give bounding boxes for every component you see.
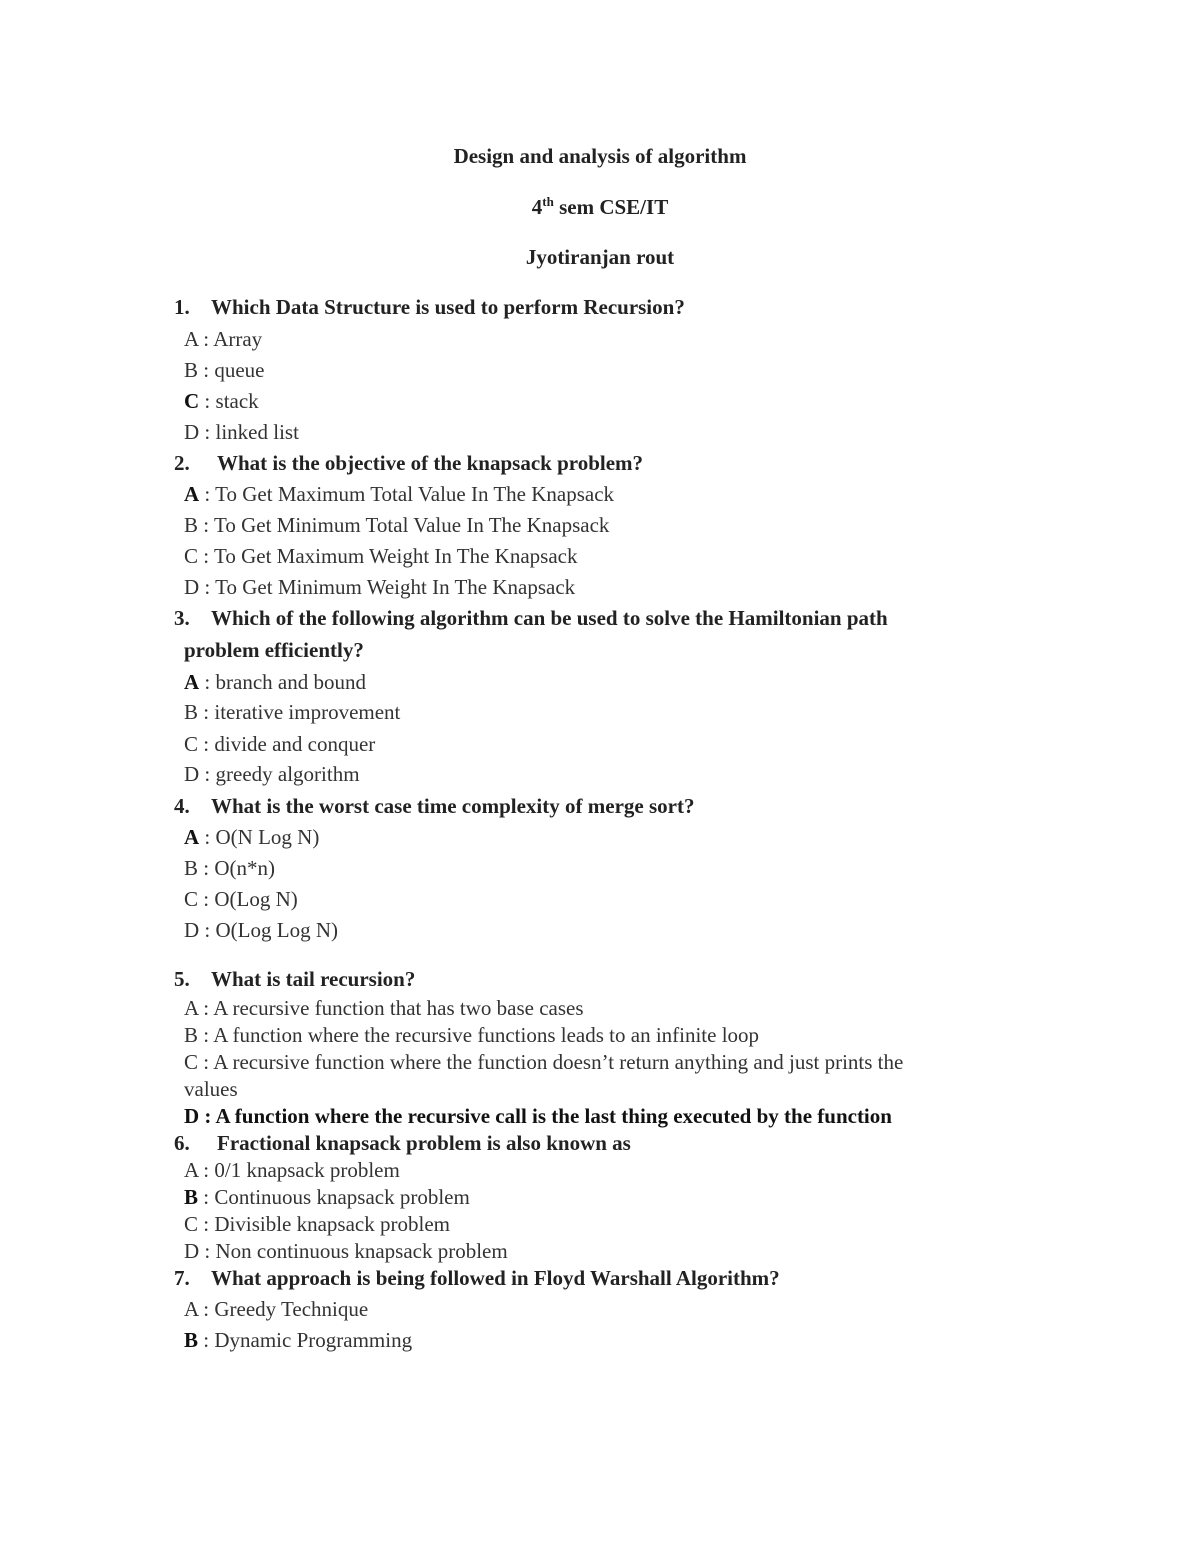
option-letter: D <box>184 1104 200 1128</box>
option-text: O(N Log N) <box>215 825 320 849</box>
option-letter: B <box>184 1185 199 1209</box>
option-separator: : <box>198 358 215 382</box>
question-3-option-b <box>184 699 400 725</box>
question-4-option-a <box>184 824 319 850</box>
option-text: O(Log Log N) <box>215 918 338 942</box>
option-letter: A <box>184 327 199 351</box>
question-2-option-a <box>184 481 614 507</box>
question-2-option-d <box>184 574 575 600</box>
option-text: A function where the recursive call is the last thing executed by the function <box>215 1104 892 1128</box>
option-separator: : <box>199 918 216 942</box>
question-6-option-a <box>184 1157 400 1183</box>
question-2-option-b <box>184 512 609 538</box>
option-letter: A <box>184 825 200 849</box>
question-3-number: 3. <box>174 606 190 630</box>
option-separator: : <box>198 856 215 880</box>
option-letter: C <box>184 1050 199 1074</box>
option-letter: B <box>184 700 199 724</box>
option-text: Continuous knapsack problem <box>214 1185 470 1209</box>
option-letter: D <box>184 575 200 599</box>
option-separator: : <box>199 1104 216 1128</box>
question-5-option-c <box>184 1049 903 1075</box>
question-1-number: 1. <box>174 295 190 319</box>
question-5-number: 5. <box>174 967 190 991</box>
option-letter: A <box>184 1297 199 1321</box>
option-letter: A <box>184 996 199 1020</box>
option-letter: B <box>184 1328 199 1352</box>
option-text: A function where the recursive functions leads to an infinite loop <box>213 1023 760 1047</box>
question-1-option-c <box>184 388 259 414</box>
option-letter: A <box>184 670 200 694</box>
question-3-text-line1: Which of the following algorithm can be used to solve the Hamiltonian path <box>211 606 888 630</box>
option-text: Array <box>213 327 263 351</box>
question-4-number: 4. <box>174 794 190 818</box>
question-7-text: What approach is being followed in Floyd Warshall Algorithm? <box>211 1266 780 1290</box>
option-letter: B <box>184 1023 199 1047</box>
option-separator: : <box>198 544 214 568</box>
option-separator: : <box>199 670 216 694</box>
option-text: A recursive function where the function doesn’t return anything and just prints the <box>213 1050 904 1074</box>
option-separator: : <box>199 482 216 506</box>
option-separator: : <box>198 732 215 756</box>
semester-number: 4 <box>531 195 543 219</box>
question-4-option-b <box>184 855 275 881</box>
option-separator: : <box>198 1050 214 1074</box>
question-7-number: 7. <box>174 1266 190 1290</box>
option-letter: C <box>184 389 200 413</box>
option-text: Non continuous knapsack problem <box>215 1239 508 1263</box>
option-separator: : <box>198 513 214 537</box>
option-text: divide and conquer <box>214 732 376 756</box>
question-6-number: 6. <box>174 1131 190 1155</box>
option-letter: C <box>184 544 199 568</box>
option-separator: : <box>199 1239 216 1263</box>
option-separator: : <box>198 1212 215 1236</box>
question-5-text: What is tail recursion? <box>211 967 416 991</box>
option-text: greedy algorithm <box>215 762 360 786</box>
question-1-text: Which Data Structure is used to perform Recursion? <box>211 295 685 319</box>
option-letter: B <box>184 358 199 382</box>
option-letter: D <box>184 918 200 942</box>
option-separator: : <box>199 575 216 599</box>
option-text: 0/1 knapsack problem <box>214 1158 400 1182</box>
question-1-option-a <box>184 326 262 352</box>
question-5-option-b <box>184 1022 759 1048</box>
option-text: A recursive function that has two base cases <box>213 996 584 1020</box>
option-separator: : <box>198 327 214 351</box>
question-4-text: What is the worst case time complexity of merge sort? <box>211 794 695 818</box>
option-letter: D <box>184 420 200 444</box>
option-letter: C <box>184 732 199 756</box>
question-3-option-a <box>184 669 366 695</box>
author-name: Jyotiranjan rout <box>525 245 675 269</box>
option-separator: : <box>198 996 214 1020</box>
option-separator: : <box>198 1185 215 1209</box>
question-7-option-b <box>184 1327 412 1353</box>
question-3-option-c <box>184 731 375 757</box>
option-separator: : <box>198 887 215 911</box>
option-separator: : <box>198 700 215 724</box>
question-1-option-b <box>184 357 265 383</box>
question-3-option-d <box>184 761 360 787</box>
option-letter: D <box>184 762 200 786</box>
document-title: Design and analysis of algorithm <box>453 144 747 168</box>
question-5-option-c-continued: values <box>184 1077 238 1101</box>
question-2-option-c <box>184 543 577 569</box>
question-4-option-d <box>184 917 338 943</box>
question-6-text: Fractional knapsack problem is also known as <box>217 1131 631 1155</box>
option-separator: : <box>198 1158 215 1182</box>
option-text: Dynamic Programming <box>214 1328 413 1352</box>
option-text: To Get Minimum Total Value In The Knapsack <box>213 513 610 537</box>
semester-superscript: th <box>542 194 554 209</box>
option-separator: : <box>199 825 216 849</box>
option-text: Greedy Technique <box>214 1297 369 1321</box>
option-text: Divisible knapsack problem <box>214 1212 450 1236</box>
option-separator: : <box>198 1297 215 1321</box>
question-2-text: What is the objective of the knapsack problem? <box>217 451 644 475</box>
question-2-number: 2. <box>174 451 190 475</box>
option-text: To Get Maximum Weight In The Knapsack <box>213 544 578 568</box>
option-separator: : <box>199 420 216 444</box>
option-letter: B <box>184 513 199 537</box>
option-letter: C <box>184 1212 199 1236</box>
question-5-option-a <box>184 995 584 1021</box>
option-text: O(n*n) <box>214 856 276 880</box>
option-letter: A <box>184 482 200 506</box>
semester-rest: sem CSE/IT <box>553 195 669 219</box>
option-letter: D <box>184 1239 200 1263</box>
option-separator: : <box>199 389 216 413</box>
question-4-option-c <box>184 886 298 912</box>
option-text: iterative improvement <box>214 700 401 724</box>
question-6-option-c <box>184 1211 450 1237</box>
question-3-text-line2: problem efficiently? <box>184 638 364 662</box>
option-text: stack <box>215 389 259 413</box>
option-text: linked list <box>215 420 299 444</box>
question-6-option-b <box>184 1184 470 1210</box>
option-separator: : <box>199 762 216 786</box>
option-letter: C <box>184 887 199 911</box>
question-5-option-d <box>184 1103 892 1129</box>
option-letter: B <box>184 856 199 880</box>
option-text: To Get Minimum Weight In The Knapsack <box>215 575 576 599</box>
option-text: branch and bound <box>215 670 366 694</box>
option-text: To Get Maximum Total Value In The Knapsack <box>215 482 615 506</box>
question-7-option-a <box>184 1296 368 1322</box>
option-separator: : <box>198 1023 214 1047</box>
option-letter: A <box>184 1158 199 1182</box>
question-1-option-d <box>184 419 299 445</box>
question-6-option-d <box>184 1238 508 1264</box>
option-text: queue <box>214 358 265 382</box>
semester-line <box>0 194 1200 220</box>
option-separator: : <box>198 1328 215 1352</box>
option-text: O(Log N) <box>214 887 298 911</box>
